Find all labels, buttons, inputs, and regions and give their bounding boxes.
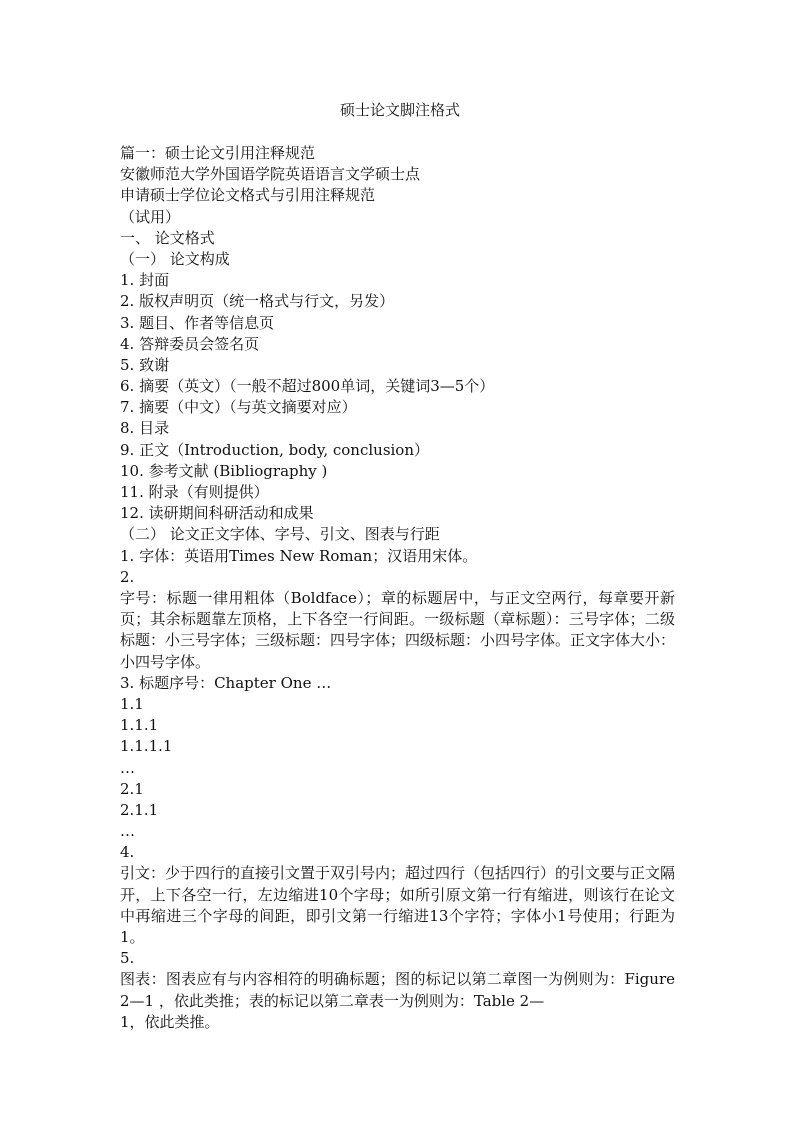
list-item: 8. 目录	[120, 419, 170, 438]
list-item: 12. 读研期间科研活动和成果	[120, 504, 314, 523]
list-item: 3. 题目、作者等信息页	[120, 313, 275, 332]
text-line: 安徽师范大学外国语学院英语语言文学硕士点	[120, 165, 421, 184]
numbering-line: 2.1.1	[120, 800, 159, 819]
document-title: 硕士论文脚注格式	[339, 101, 460, 119]
heading-size-paragraph: 字号：标题一律用粗体（Boldface）；章的标题居中，与正文空两行，每章要开新页；其余标题靠左顶格，上下各空一行间距。一级标题（章标题）：三号字体；二级标题：小三号字体；三级标题：四号字体；四级标题：小四号字体。正文字体大小：小四号字体。	[120, 588, 676, 671]
numbering-line: 2.1	[120, 779, 144, 798]
list-item: 11. 附录（有则提供）	[120, 483, 269, 501]
subsection-heading: （二） 论文正文字体、字号、引文、图表与行距	[120, 525, 440, 544]
list-item: 2.	[120, 567, 135, 586]
text-line: 申请硕士学位论文格式与引用注释规范	[120, 186, 376, 205]
list-item: 1. 字体：英语用Times New Roman；汉语用宋体。	[120, 546, 478, 565]
numbering-line: 1.1.1.1	[120, 737, 173, 756]
numbering-line: …	[120, 822, 135, 841]
numbering-line: 1.1.1	[120, 716, 159, 735]
text-line: （试用）	[120, 207, 181, 226]
numbering-line: 3. 标题序号：Chapter One …	[120, 673, 332, 692]
figures-paragraph: 图表：图表应有与内容相符的明确标题；图的标记以第二章图一为例则为：Figure 2—1 ，依此类推；表的标记以第二章表一为例则为：Table 2—	[120, 970, 675, 1010]
list-item: 9. 正文（Introduction, body, conclusion）	[120, 440, 430, 459]
text-line: 篇一：硕士论文引用注释规范	[120, 144, 316, 162]
document-body	[120, 143, 675, 1033]
list-item: 5. 致谢	[120, 355, 170, 374]
list-item: 10. 参考文献 (Bibliography )	[120, 461, 328, 480]
numbering-line: 1.1	[120, 694, 144, 713]
list-item: 2. 版权声明页（统一格式与行文，另发）	[120, 292, 395, 311]
list-item: 7. 摘要（中文）（与英文摘要对应）	[120, 398, 357, 417]
figures-paragraph-end: 1，依此类推。	[120, 1012, 220, 1031]
subsection-heading: （一） 论文构成	[120, 249, 230, 268]
section-heading: 一、 论文格式	[120, 228, 215, 247]
list-item: 6. 摘要（英文）（一般不超过800单词，关键词3—5个）	[120, 377, 495, 396]
numbering-line: 4.	[120, 843, 135, 862]
list-item: 5.	[120, 949, 135, 968]
quotation-paragraph: 引文：少于四行的直接引文置于双引号内；超过四行（包括四行）的引文要与正文隔开，上下各空一行，左边缩进10个字母；如所引原文第一行有缩进，则该行在论文中再缩进三个字母的间距，即引文第一行缩进13个字符；字体小1号使用；行距为1。	[120, 864, 676, 947]
list-item: 1. 封面	[120, 271, 170, 290]
list-item: 4. 答辩委员会签名页	[120, 334, 260, 353]
numbering-line: …	[120, 758, 135, 777]
